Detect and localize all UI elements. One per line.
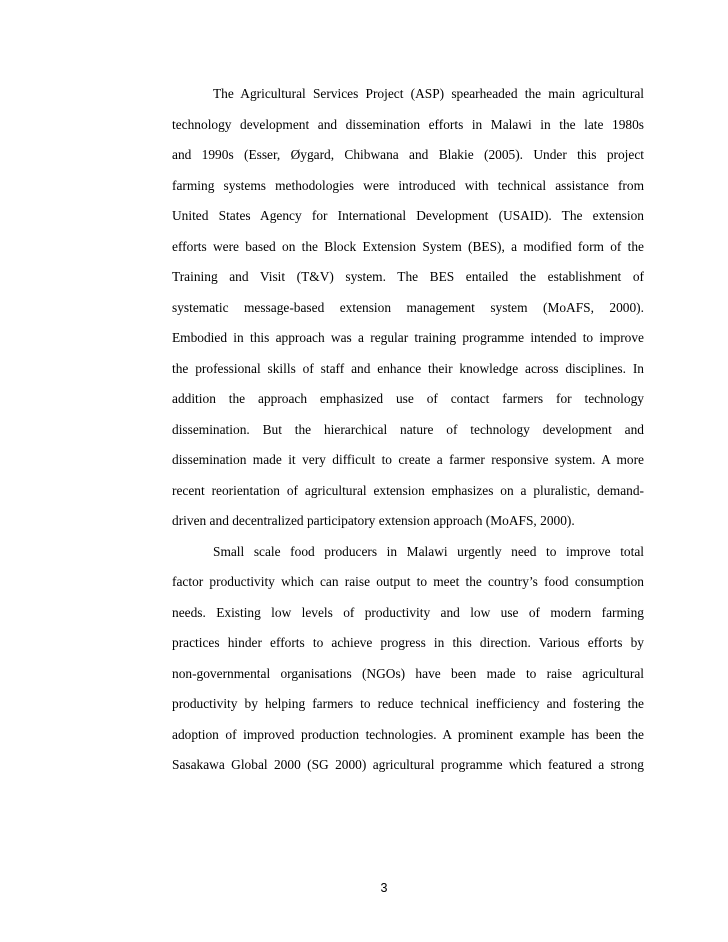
paragraph-2-line: productivity by helping farmers to reduce technical inefficiency and fostering the [172, 696, 644, 711]
paragraph-1-line: addition the approach emphasized use of contact farmers for technology [172, 391, 644, 406]
paragraph-2-line: adoption of improved production technologies. A prominent example has been the [172, 726, 644, 742]
paragraph-1-line: dissemination made it very difficult to create a farmer responsive system. A more [172, 452, 644, 467]
paragraph-1-line: driven and decentralized participatory extension approach (MoAFS, 2000). [172, 513, 575, 528]
paragraph-1-line: dissemination. But the hierarchical nature of technology development and [172, 421, 644, 437]
paragraph-1-line: the professional skills of staff and enhance their knowledge across disciplines. In [172, 360, 644, 376]
paragraph-2-line: practices hinder efforts to achieve progress in this direction. Various efforts by [172, 635, 644, 650]
paragraph-2-line: Sasakawa Global 2000 (SG 2000) agricultural programme which featured a strong [172, 757, 644, 772]
paragraph-1-line: technology development and dissemination efforts in Malawi in the late 1980s [172, 116, 644, 132]
paragraph-2-line: factor productivity which can raise output to meet the country’s food consumption [172, 574, 644, 589]
paragraph-1-line: and 1990s (Esser, Øygard, Chibwana and Blakie (2005). Under this project [172, 147, 644, 162]
page-number: 3 [380, 881, 388, 895]
paragraph-2-line: Small scale food producers in Malawi urgently need to improve total [213, 543, 644, 559]
paragraph-1-line: farming systems methodologies were introduced with technical assistance from [172, 177, 644, 193]
body-text [172, 84, 644, 786]
paragraph-1-line: efforts were based on the Block Extension System (BES), a modified form of the [172, 238, 644, 254]
paragraph-1-line: recent reorientation of agricultural extension emphasizes on a pluralistic, demand- [172, 482, 644, 498]
paragraph-1-line: Embodied in this approach was a regular training programme intended to improve [172, 330, 644, 345]
paragraph-1-line: systematic message-based extension management system (MoAFS, 2000). [172, 299, 644, 315]
paragraph-1-line: United States Agency for International Development (USAID). The extension [172, 208, 644, 223]
paragraph-1-line: The Agricultural Services Project (ASP) spearheaded the main agricultural [213, 86, 644, 101]
paragraph-2-line: needs. Existing low levels of productivity and low use of modern farming [172, 604, 644, 620]
paragraph-2-line: non-governmental organisations (NGOs) have been made to raise agricultural [172, 665, 644, 681]
paragraph-1-line: Training and Visit (T&V) system. The BES entailed the establishment of [172, 269, 644, 284]
